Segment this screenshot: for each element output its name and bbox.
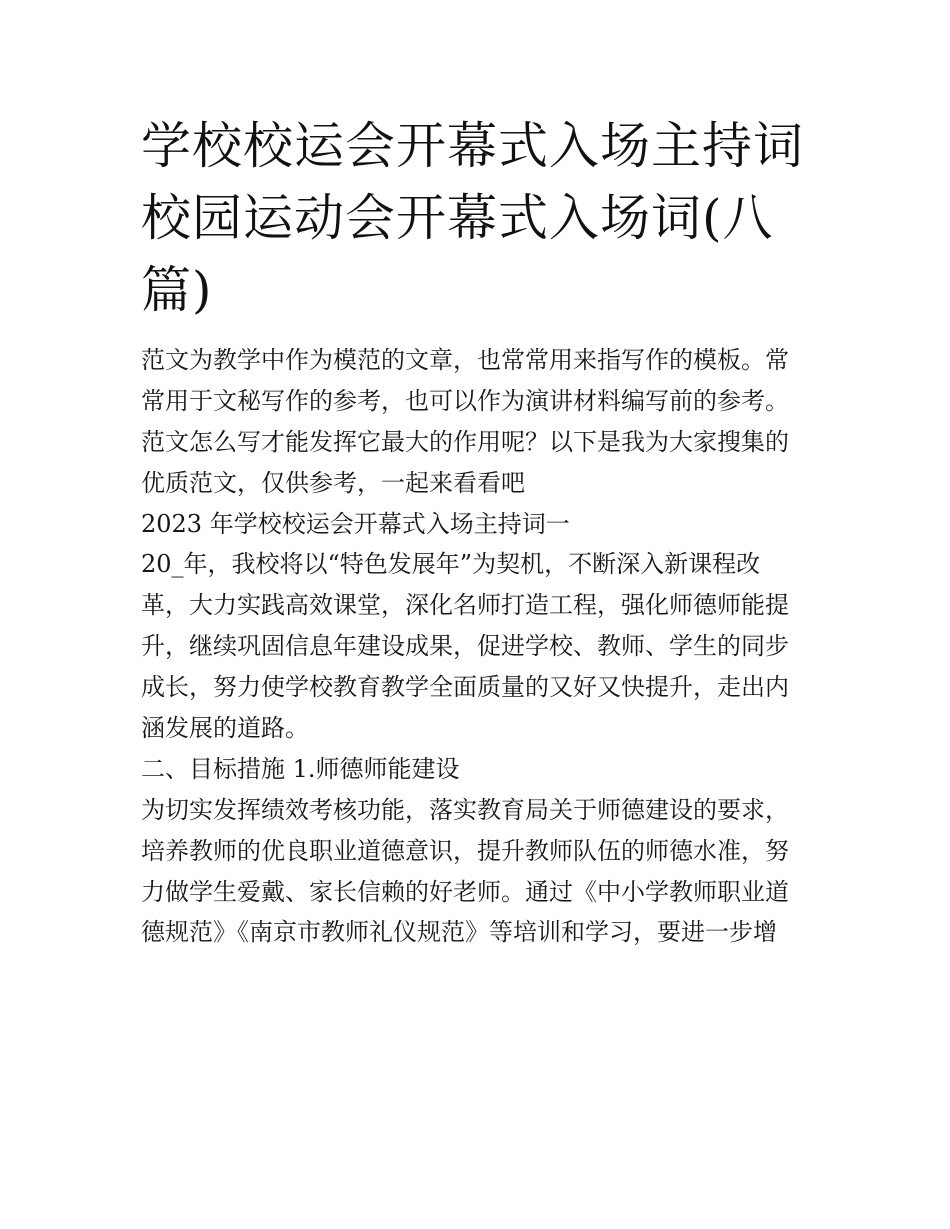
section-heading: 2023 年学校校运会开幕式入场主持词一 xyxy=(141,509,570,538)
document-title xyxy=(141,110,813,326)
title-line-2: 校园运动会开幕式入场词(八 xyxy=(141,189,774,247)
paragraph-1-line-4: 成长，努力使学校教育教学全面质量的又好又快提升，走出内 xyxy=(141,673,789,702)
intro-line-3: 范文怎么写才能发挥它最大的作用呢？以下是我为大家搜集的 xyxy=(141,427,789,456)
paragraph-1-line-5: 涵发展的道路。 xyxy=(141,714,309,743)
paragraph-2-line-2: 培养教师的优良职业道德意识，提升教师队伍的师德水准，努 xyxy=(141,836,789,865)
intro-line-4: 优质范文，仅供参考，一起来看看吧 xyxy=(141,468,525,497)
document-body xyxy=(141,340,813,953)
title-line-3: 篇) xyxy=(141,261,213,319)
paragraph-2-line-3: 力做学生爱戴、家长信赖的好老师。通过《中小学教师职业道 xyxy=(141,877,789,906)
paragraph-1-line-3: 升，继续巩固信息年建设成果，促进学校、教师、学生的同步 xyxy=(141,632,789,661)
intro-line-2: 常用于文秘写作的参考，也可以作为演讲材料编写前的参考。 xyxy=(141,386,789,415)
paragraph-1-line-1: 20_年，我校将以“特色发展年”为契机，不断深入新课程改 xyxy=(141,550,761,579)
subsection-heading: 二、目标措施 1.师德师能建设 xyxy=(141,754,460,783)
intro-line-1: 范文为教学中作为模范的文章，也常常用来指写作的模板。常 xyxy=(141,346,789,374)
document-page xyxy=(141,110,813,953)
paragraph-2-line-4: 德规范》《南京市教师礼仪规范》等培训和学习，要进一步增 xyxy=(141,918,777,947)
paragraph-2-line-1: 为切实发挥绩效考核功能，落实教育局关于师德建设的要求， xyxy=(141,795,789,824)
paragraph-1-line-2: 革，大力实践高效课堂，深化名师打造工程，强化师德师能提 xyxy=(141,591,789,620)
title-line-1: 学校校运会开幕式入场主持词 xyxy=(141,117,804,175)
